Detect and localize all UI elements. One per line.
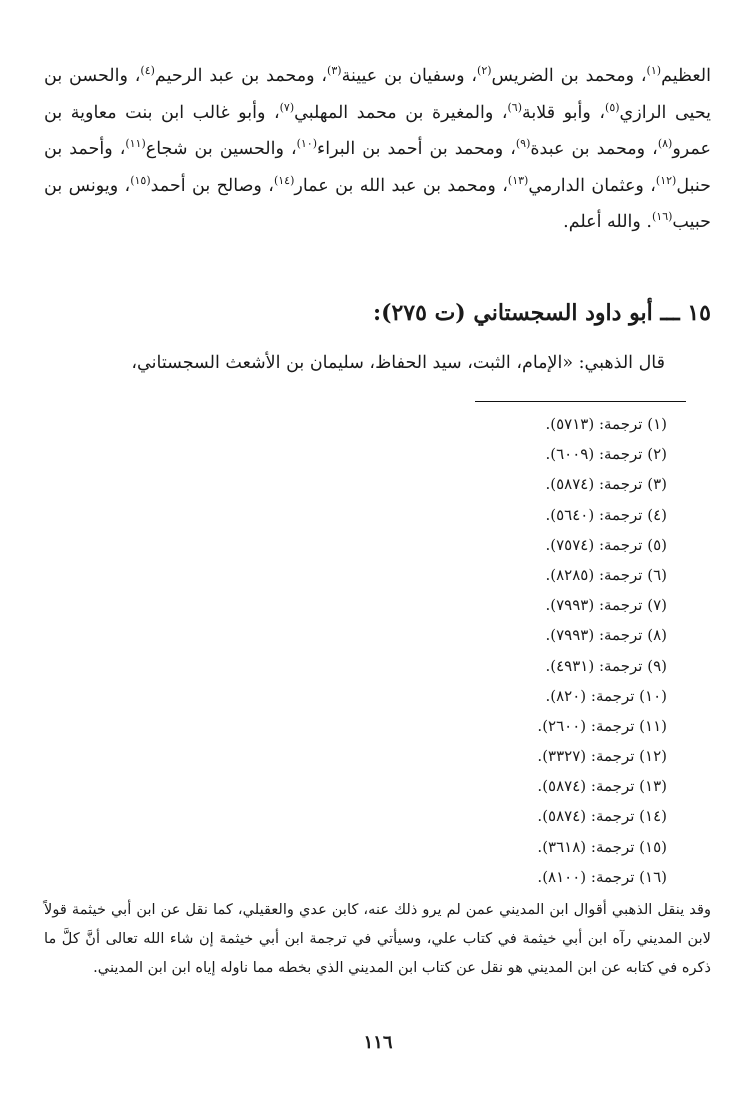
- footnote-ref[interactable]: (١١): [125, 137, 146, 151]
- footnote-ref[interactable]: (٢): [477, 64, 492, 78]
- section-heading: [44, 296, 711, 330]
- footnote-ref[interactable]: (٧): [279, 100, 295, 114]
- footnote-item: (٢) ترجمة: (٦٠٠٩).: [545, 445, 667, 464]
- footnote-item: (١٦) ترجمة: (٨١٠٠).: [537, 867, 667, 886]
- name-text: ، وصالح بن أحمد: [150, 175, 274, 196]
- footnote-ref[interactable]: (٨): [657, 137, 673, 151]
- footnote-item: (٦) ترجمة: (٨٢٨٥).: [545, 565, 667, 584]
- footnotes-list: [367, 409, 667, 892]
- footnote-item: (١٤) ترجمة: (٥٨٧٤).: [537, 807, 667, 826]
- page-number: ١١٦: [363, 1032, 393, 1053]
- footnote-ref[interactable]: (٤): [140, 64, 155, 78]
- section-number: ١٥: [687, 300, 711, 326]
- footnote-item: (١١) ترجمة: (٢٦٠٠).: [537, 716, 667, 735]
- footnote-ref[interactable]: (١): [646, 64, 662, 78]
- name-text: ،: [134, 66, 141, 86]
- heading-dash: ـــ: [652, 300, 688, 326]
- footnote-ref[interactable]: (٥): [605, 100, 620, 114]
- name-text: ومحمد بن عبد الله بن عمار: [294, 175, 503, 196]
- footnote-ref[interactable]: (١٤): [273, 173, 295, 187]
- footnote-item: (١٠) ترجمة: (٨٢٠).: [545, 686, 667, 705]
- name-text: ، ومحمد بن أحمد بن البراء: [317, 139, 516, 159]
- footnote-item: (١٣) ترجمة: (٥٨٧٤).: [537, 777, 667, 796]
- footnote-ref[interactable]: (١٥): [130, 173, 151, 187]
- footnote-item: (١٢) ترجمة: (٣٣٢٧).: [537, 747, 667, 766]
- footnote-ref[interactable]: (٣): [327, 64, 342, 78]
- name-text: ، ومحمد بن عبدة: [530, 139, 658, 159]
- footnote-item: (٣) ترجمة: (٥٨٧٤).: [545, 475, 667, 494]
- footnote-item: (١٥) ترجمة: (٣٦١٨).: [537, 837, 667, 856]
- section-title: أبو داود السجستاني (ت ٢٧٥):: [372, 300, 653, 326]
- name-text: ، وأبو قلابة: [522, 102, 606, 123]
- footnote-ref[interactable]: (٦): [507, 100, 522, 114]
- footnote-item: (٥) ترجمة: (٧٥٧٤).: [545, 535, 667, 554]
- footnote-item: (٨) ترجمة: (٧٩٩٣).: [545, 626, 667, 645]
- footnote-ref[interactable]: (٩): [515, 137, 531, 151]
- name-text: وأبو غالب ابن بنت معاوية بن عمرو: [44, 102, 711, 159]
- name-text: ، وأحمد بن حنبل: [44, 139, 711, 196]
- name-text: ، وسفيان بن عيينة: [341, 66, 478, 86]
- footnote-item: (٤) ترجمة: (٥٦٤٠).: [545, 505, 667, 524]
- footnote-item: (٩) ترجمة: (٤٩٣١).: [545, 656, 667, 675]
- name-text: ، والحسين بن شجاع: [145, 139, 297, 159]
- footnote-ref[interactable]: (١٠): [296, 137, 318, 151]
- name-text: ،: [273, 102, 280, 123]
- footnote-ref[interactable]: (١٣): [507, 173, 529, 187]
- footnote-item: (٧) ترجمة: (٧٩٩٣).: [545, 596, 667, 615]
- footnote-divider: [475, 401, 686, 402]
- footnote-item: (١) ترجمة: (٥٧١٣).: [545, 415, 667, 433]
- footnote-ref[interactable]: (١٦): [652, 210, 673, 224]
- name-text: ، ومحمد بن الضريس: [491, 66, 647, 86]
- main-text: [44, 58, 711, 241]
- name-text: ،: [502, 175, 508, 196]
- name-text: والحسن بن يحيى الرازي: [44, 66, 711, 123]
- name-text: . والله أعلم.: [563, 212, 652, 232]
- quote-text: قال الذهبي: «الإمام، الثبت، سيد الحفاظ، سليمان بن الأشعث السجستاني،: [131, 353, 665, 373]
- name-text: العظيم: [661, 66, 711, 86]
- name-text: ، وعثمان الدارمي: [528, 175, 656, 196]
- commentary-text: وقد ينقل الذهبي أقوال ابن المديني عمن لم يرو ذلك عنه، كابن عدي والعقيلي، كما نقل عن ابن أبي خيثمة قولاً لابن المديني رآه ابن أبي خيثمة في كتاب علي، وسيأتي في ترجمة ابن أبي خيثمة إن شاء الله تعالى أنَّ كلَّ ما ذكره في كتابه عن ابن المديني هو نقل عن كتاب ابن المديني الذي بخطه مما ناوله إياه ابن ابن المديني.: [44, 901, 711, 976]
- name-text: ، والمغيرة بن محمد المهلبي: [294, 102, 508, 123]
- name-text: ، ومحمد بن عبد الرحيم: [154, 66, 328, 86]
- footnote-ref[interactable]: (١٢): [655, 173, 677, 187]
- name-text: ، ويونس بن حبيب: [44, 175, 711, 232]
